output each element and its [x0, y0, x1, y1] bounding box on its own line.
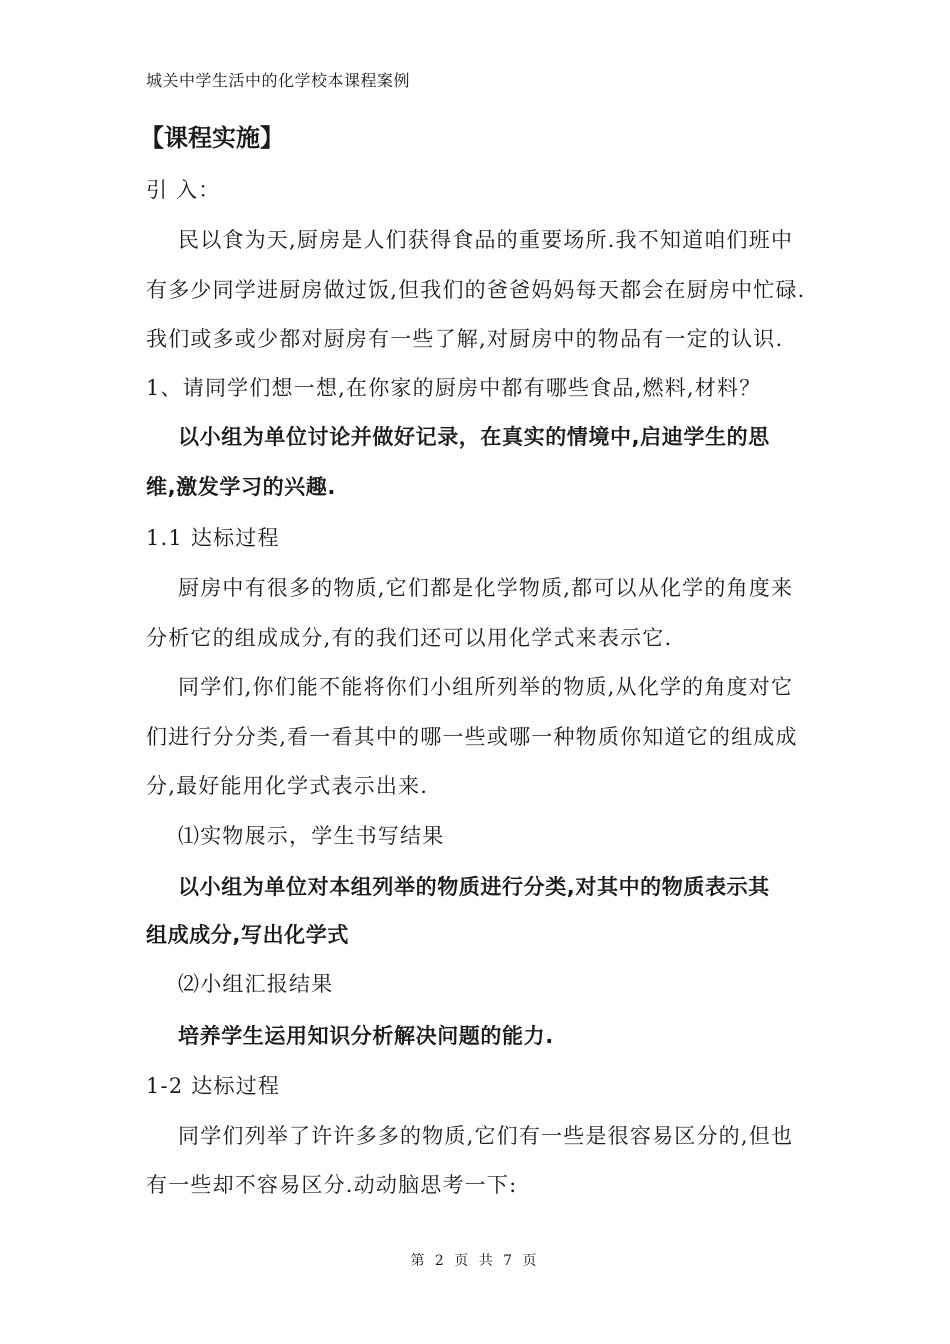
bold-note-line: 以小组为单位讨论并做好记录，在真实的情境中,启迪学生的思: [178, 425, 770, 449]
subsection-heading: 1-2 达标过程: [146, 1074, 281, 1098]
paragraph-line: 有多少同学进厨房做过饭,但我们的爸爸妈妈每天都会在厨房中忙碌.: [146, 278, 806, 302]
paragraph-line: 们进行分分类,看一看其中的哪一些或哪一种物质你知道它的组成成: [146, 725, 798, 749]
paragraph-line: 同学们,你们能不能将你们小组所列举的物质,从化学的角度对它: [178, 675, 794, 699]
paragraph-line: 我们或多或少都对厨房有一些了解,对厨房中的物品有一定的认识.: [146, 327, 784, 351]
page-header: 城关中学生活中的化学校本课程案例: [146, 71, 411, 90]
page-footer: 第 2 页 共 7 页: [410, 1253, 540, 1269]
bold-note-line: 维,激发学习的兴趣.: [146, 475, 336, 499]
paragraph-line: 有一些却不容易区分.动动脑思考一下:: [146, 1173, 518, 1197]
subsection-heading: 1.1 达标过程: [146, 526, 280, 550]
paragraph-line: 厨房中有很多的物质,它们都是化学物质,都可以从化学的角度来: [178, 576, 794, 600]
bold-note-line: 组成成分,写出化学式: [146, 923, 349, 947]
paragraph-line: 分,最好能用化学式表示出来.: [146, 774, 429, 798]
paragraph-line: 分析它的组成成分,有的我们还可以用化学式来表示它.: [146, 626, 673, 650]
intro-heading: 引 入：: [146, 178, 221, 202]
list-item: ⑵小组汇报结果: [178, 972, 334, 996]
section-title: 【课程实施】: [140, 124, 284, 152]
question-line: 1、请同学们想一想,在你家的厨房中都有哪些食品,燃料,材料？: [146, 376, 762, 400]
paragraph-line: 民以食为天,厨房是人们获得食品的重要场所.我不知道咱们班中: [178, 228, 794, 252]
list-item: ⑴实物展示，学生书写结果: [178, 824, 445, 848]
bold-note-line: 以小组为单位对本组列举的物质进行分类,对其中的物质表示其: [178, 875, 770, 899]
bold-note-line: 培养学生运用知识分析解决问题的能力.: [178, 1024, 554, 1048]
paragraph-line: 同学们列举了许许多多的物质,它们有一些是很容易区分的,但也: [178, 1124, 794, 1148]
